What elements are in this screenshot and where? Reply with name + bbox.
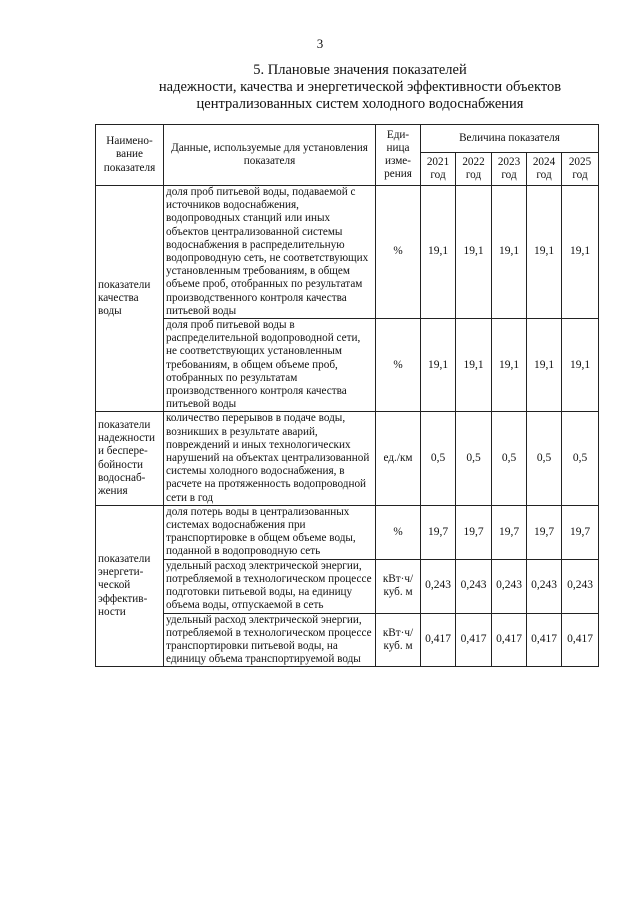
header-indicator-name: Наимено-вание показателя — [96, 125, 164, 186]
table-row — [96, 319, 599, 412]
row-description: доля проб питьевой воды, подаваемой с источников водоснабжения, водопроводных станций или иных объектов централизованной системы водоснабжения в распределительную водопроводную сеть, не соответствующих установленным требованиям, в общем объеме проб, отобранных по результатам производственного контроля качества питьевой воды — [164, 186, 376, 319]
header-year: 2021 год — [421, 153, 456, 186]
table-row — [96, 186, 599, 319]
table-row — [96, 559, 599, 613]
title-line-2: надежности, качества и энергетической эффективности объектов — [158, 79, 562, 95]
value-cell: 0,243 — [456, 559, 492, 613]
header-year: 2024 год — [527, 153, 562, 186]
group-name-water-quality: показатели качества воды — [96, 186, 164, 412]
value-cell: 19,7 — [456, 505, 492, 559]
title-line-3: централизованных систем холодного водоснабжения — [196, 96, 524, 112]
row-description: удельный расход электрической энергии, потребляемой в технологическом процессе подготовки питьевой воды, на единицу объема воды, отпускаемой в сеть — [164, 559, 376, 613]
value-cell: 0,243 — [562, 559, 599, 613]
page-title — [130, 62, 590, 113]
row-unit: % — [376, 319, 421, 412]
group-name-reliability: показатели надежности и беспере-бойности водоснаб-жения — [96, 412, 164, 505]
group-name-energy-efficiency: показатели энергети-ческой эффектив-ности — [96, 505, 164, 666]
value-cell: 19,1 — [421, 186, 456, 319]
value-cell: 0,243 — [492, 559, 527, 613]
value-cell: 19,1 — [492, 319, 527, 412]
value-cell: 0,5 — [492, 412, 527, 505]
value-cell: 0,243 — [527, 559, 562, 613]
value-cell: 0,5 — [421, 412, 456, 505]
value-cell: 0,5 — [456, 412, 492, 505]
header-unit: Еди-ница изме-рения — [376, 125, 421, 186]
indicators-table — [95, 124, 599, 667]
title-line-1: 5. Плановые значения показателей — [253, 62, 467, 78]
row-unit: ед./км — [376, 412, 421, 505]
table-row — [96, 505, 599, 559]
value-cell: 19,1 — [492, 186, 527, 319]
row-unit: % — [376, 505, 421, 559]
value-cell: 19,1 — [527, 319, 562, 412]
value-cell: 0,417 — [527, 613, 562, 667]
value-cell: 19,1 — [421, 319, 456, 412]
value-cell: 0,243 — [421, 559, 456, 613]
value-cell: 19,1 — [562, 319, 599, 412]
row-unit: % — [376, 186, 421, 319]
header-data-used: Данные, используемые для установления показателя — [164, 125, 376, 186]
value-cell: 0,417 — [456, 613, 492, 667]
page-number: 3 — [316, 36, 324, 51]
table-row — [96, 412, 599, 505]
value-cell: 19,7 — [527, 505, 562, 559]
row-unit: кВт·ч/ куб. м — [376, 559, 421, 613]
value-cell: 0,5 — [527, 412, 562, 505]
value-cell: 19,7 — [492, 505, 527, 559]
header-year: 2023 год — [492, 153, 527, 186]
value-cell: 19,7 — [421, 505, 456, 559]
value-cell: 0,5 — [562, 412, 599, 505]
value-cell: 19,1 — [456, 186, 492, 319]
value-cell: 0,417 — [492, 613, 527, 667]
header-year: 2022 год — [456, 153, 492, 186]
row-description: удельный расход электрической энергии, потребляемой в технологическом процессе транспортировки питьевой воды, на единицу объема транспортируемой воды — [164, 613, 376, 667]
value-cell: 0,417 — [421, 613, 456, 667]
header-indicator-value: Величина показателя — [421, 125, 599, 153]
value-cell: 19,7 — [562, 505, 599, 559]
value-cell: 19,1 — [527, 186, 562, 319]
header-year: 2025 год — [562, 153, 599, 186]
row-unit: кВт·ч/ куб. м — [376, 613, 421, 667]
row-description: доля потерь воды в централизованных системах водоснабжения при транспортировке в общем объеме воды, поданной в водопроводную сеть — [164, 505, 376, 559]
row-description: доля проб питьевой воды в распределительной водопроводной сети, не соответствующих установленным требованиям, в общем объеме проб, отобранных по результатам производственного контроля качества питьевой воды — [164, 319, 376, 412]
value-cell: 0,417 — [562, 613, 599, 667]
value-cell: 19,1 — [456, 319, 492, 412]
row-description: количество перерывов в подаче воды, возникших в результате аварий, повреждений и иных технологических нарушений на объектах централизованной системы холодного водоснабжения, в расчете на протяженность водопроводной сети в год — [164, 412, 376, 505]
table-row — [96, 613, 599, 667]
value-cell: 19,1 — [562, 186, 599, 319]
